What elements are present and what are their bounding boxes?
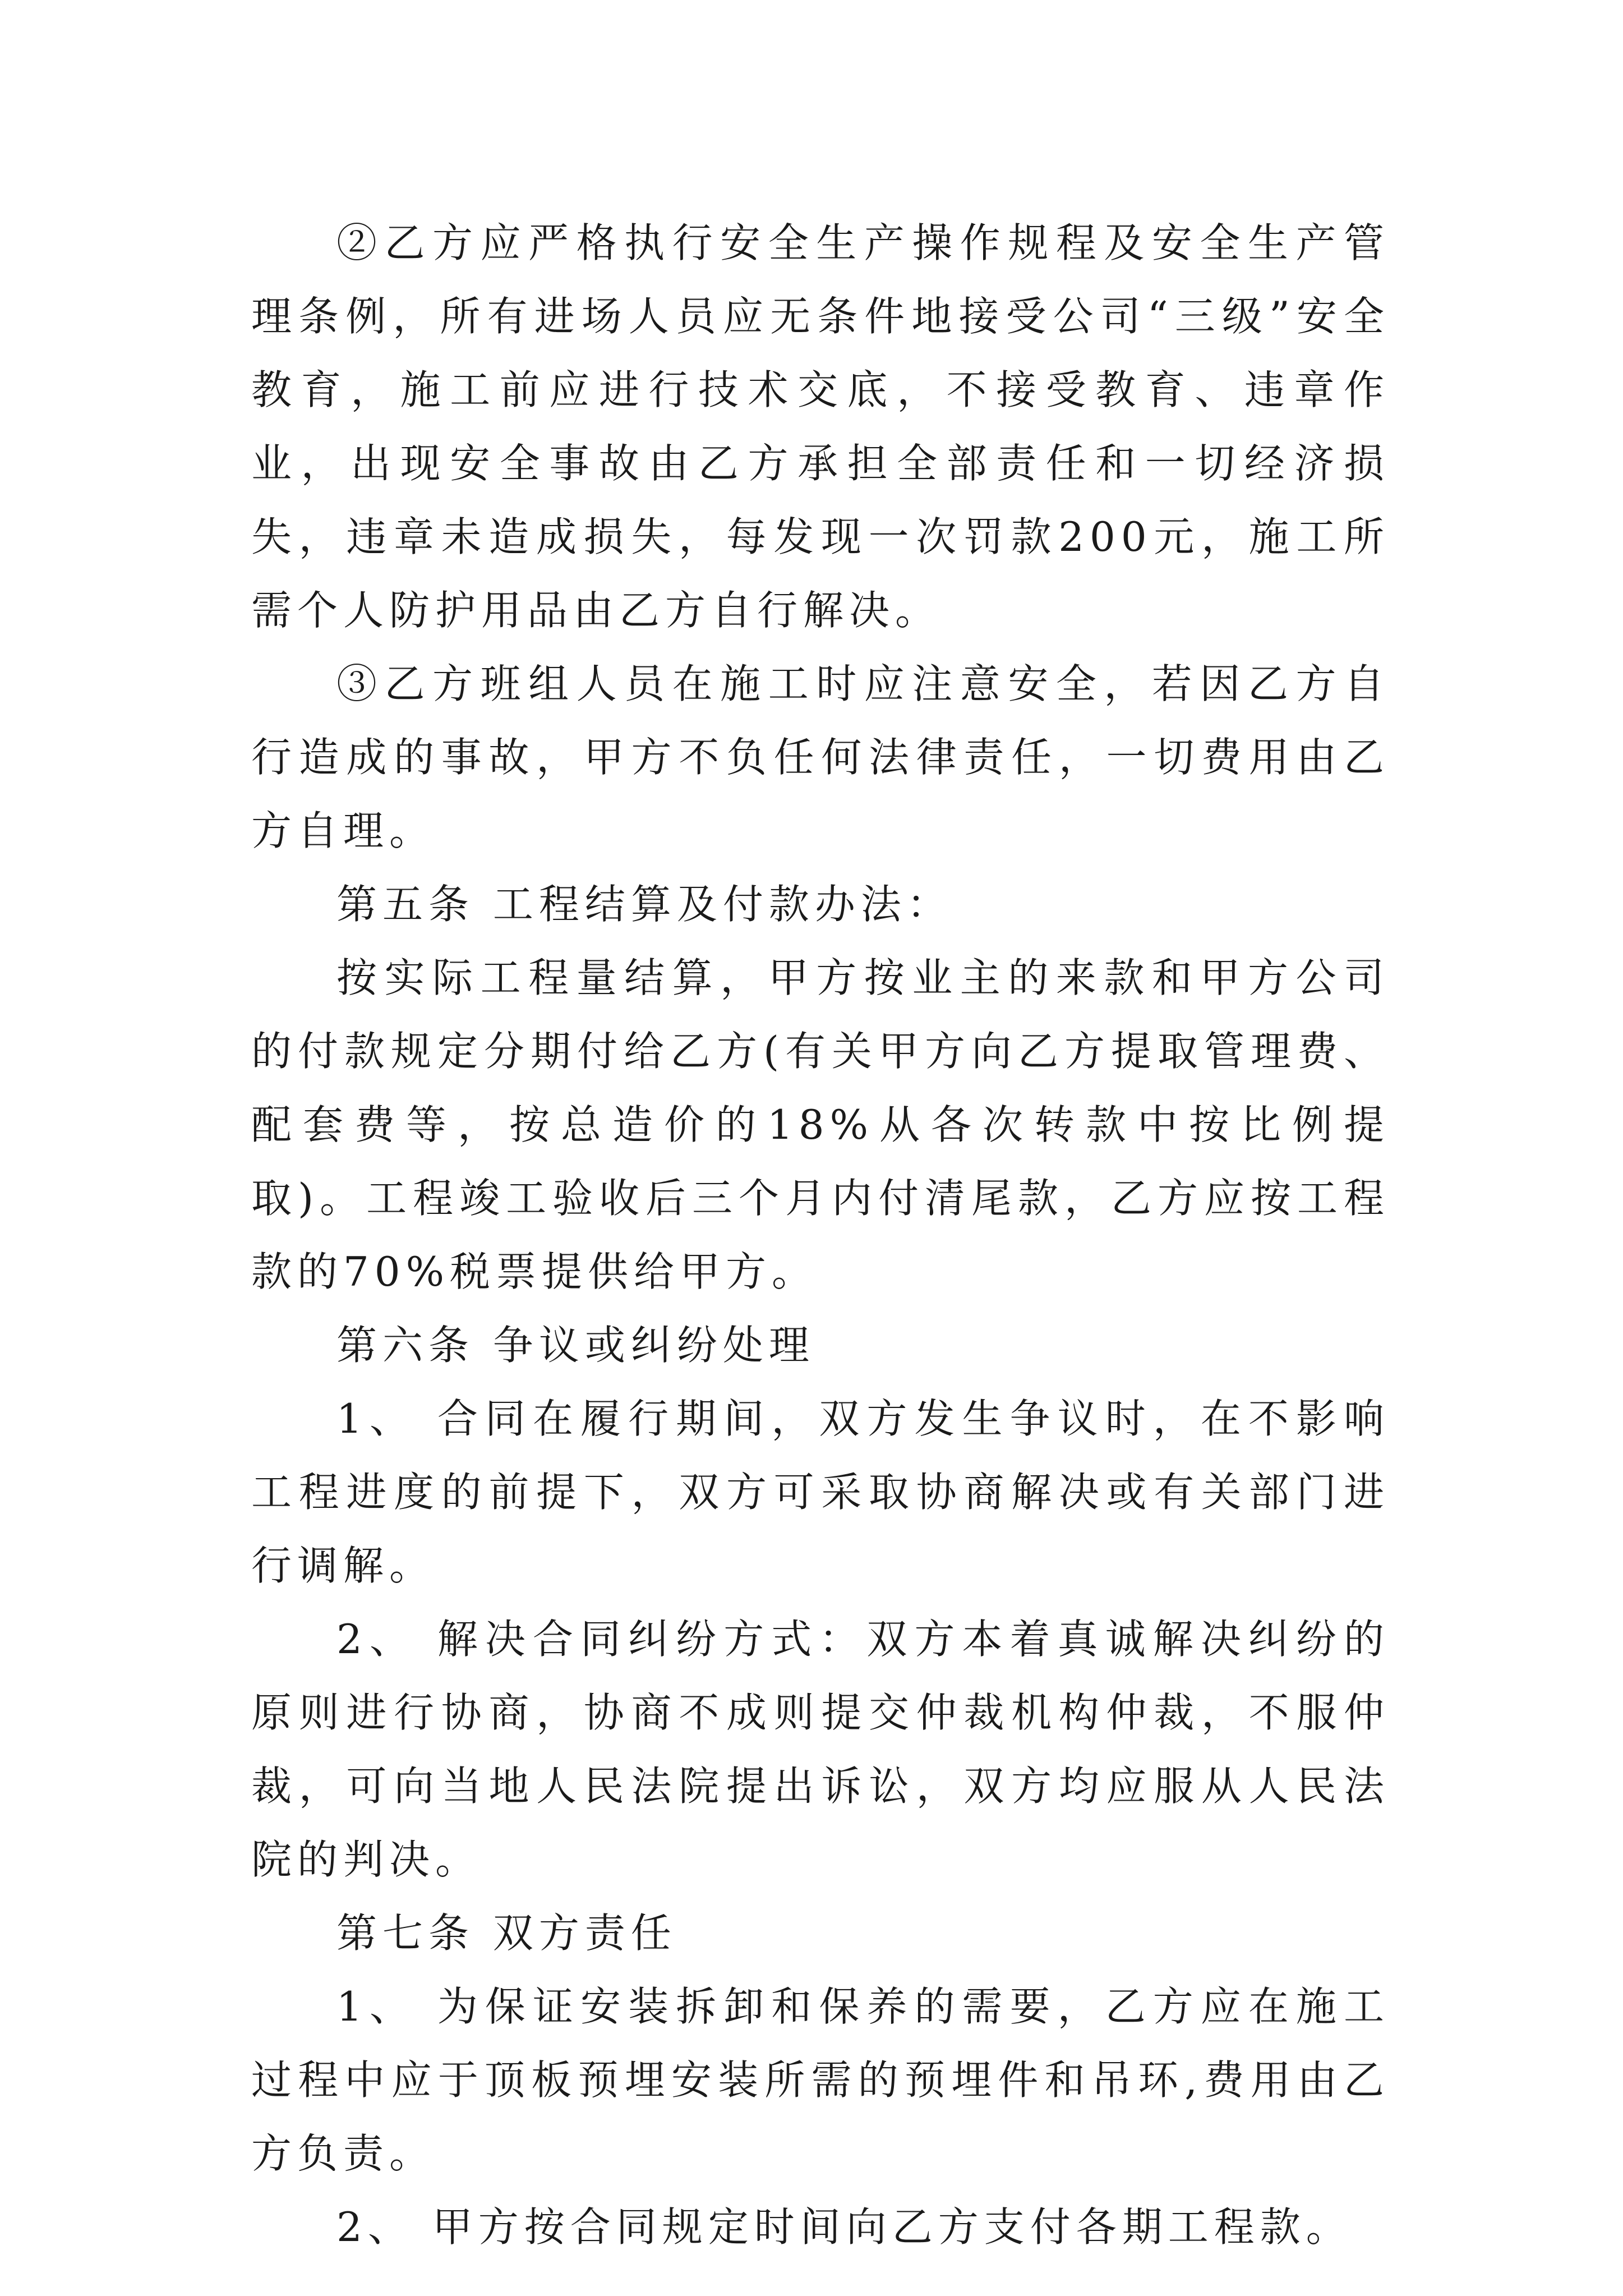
article-5-heading: 第五条 工程结算及付款办法： [336,881,953,928]
paragraph-safety-liability: ③乙方班组人员在施工时应注意安全，若因乙方自行造成的事故，甲方不负任何法律责任，一切费用由乙方自理。 [251,660,1390,854]
paragraph-safety-rules: ②乙方应严格执行安全生产操作规程及安全生产管理条例，所有进场人员应无条件地接受公司“三级”安全教育，施工前应进行技术交底，不接受教育、违章作业，出现安全事故由乙方承担全部责任和一切经济损失，违章未造成损失，每发现一次罚款200元，施工所需个人防护用品由乙方自行解决。 [251,219,1390,634]
paragraph-dispute-1: 1、 合同在履行期间，双方发生争议时，在不影响工程进度的前提下，双方可采取协商解决或有关部门进行调解。 [251,1395,1390,1589]
paragraph-settlement: 按实际工程量结算，甲方按业主的来款和甲方公司的付款规定分期付给乙方(有关甲方向乙方提取管理费、配套费等，按总造价的18%从各次转款中按比例提取)。工程竣工验收后三个月内付清尾款，乙方应按工程款的70%税票提供给甲方。 [251,954,1390,1295]
document-body [251,206,1390,2264]
article-7-heading: 第七条 双方责任 [336,1910,677,1957]
article-6-heading: 第六条 争议或纠纷处理 [336,1322,815,1369]
paragraph-dispute-2: 2、 解决合同纠纷方式：双方本着真诚解决纠纷的原则进行协商，协商不成则提交仲裁机构仲裁，不服仲裁，可向当地人民法院提出诉讼，双方均应服从人民法院的判决。 [251,1616,1390,1883]
paragraph-responsibility-1: 1、 为保证安装拆卸和保养的需要，乙方应在施工过程中应于顶板预埋安装所需的预埋件和吊环,费用由乙方负责。 [251,1983,1390,2177]
paragraph-responsibility-2: 2、 甲方按合同规定时间向乙方支付各期工程款。 [336,2203,1352,2251]
